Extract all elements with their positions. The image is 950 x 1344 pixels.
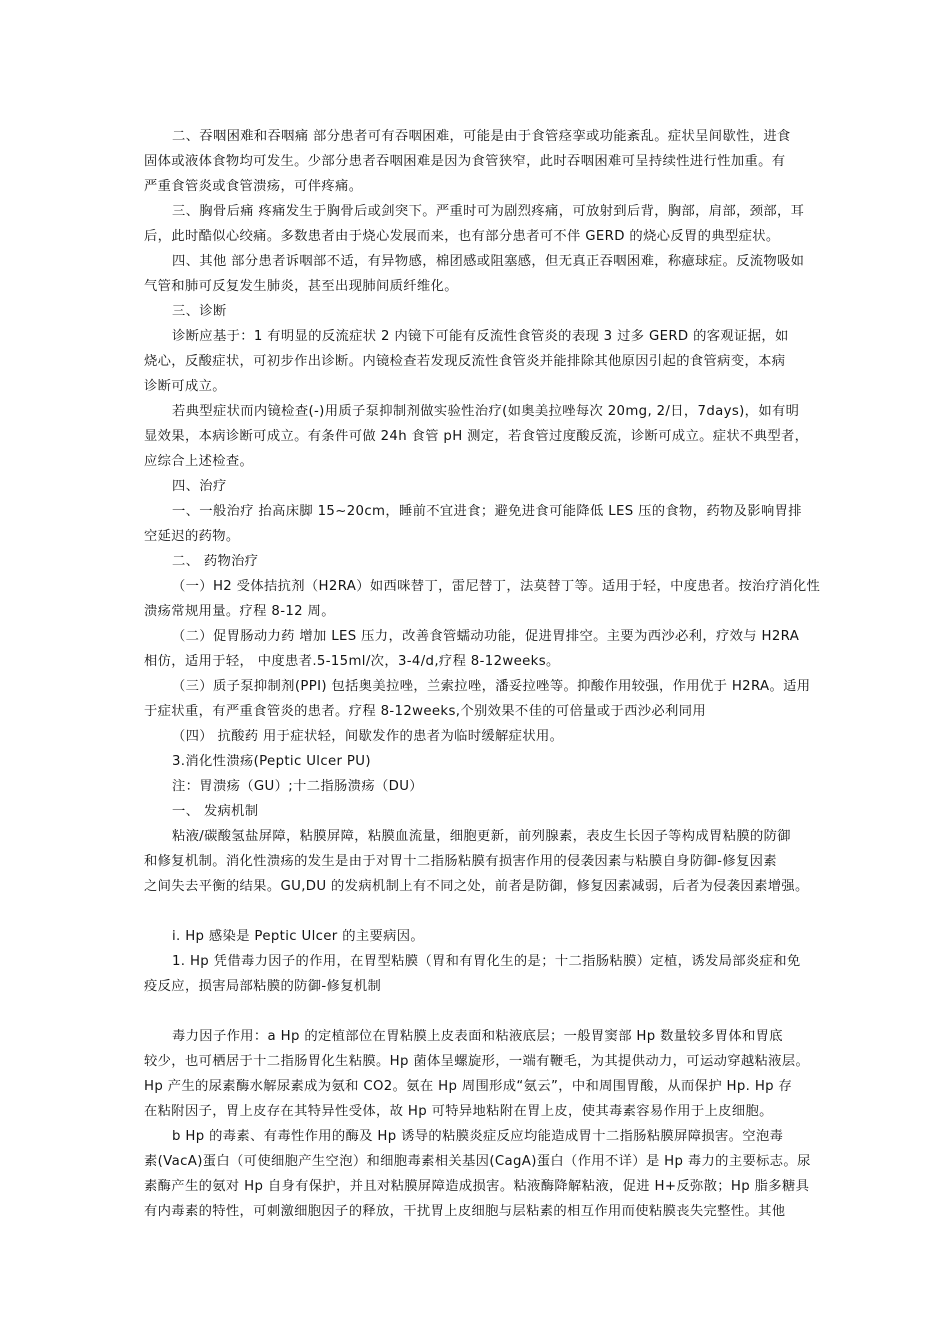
text-line: 于症状重，有严重食管炎的患者。疗程 8-12weeks,个别效果不佳的可倍量或于西沙必利同用 [144,704,706,719]
text-line: 素(VacA)蛋白（可使细胞产生空泡）和细胞毒素相关基因(CagA)蛋白（作用不详）是 Hp 毒力的主要标志。尿 [144,1154,811,1169]
text-line: 毒力因子作用：a Hp 的定植部位在胃粘膜上皮表面和粘液底层；一般胃窦部 Hp 数量较多胃体和胃底 [172,1029,783,1044]
text-line: 固体或液体食物均可发生。少部分患者吞咽困难是因为食管狭窄，此时吞咽困难可呈持续性进行性加重。有 [144,154,786,169]
text-line: 素酶产生的氨对 Hp 自身有保护，并且对粘膜屏障造成损害。粘液酶降解粘液，促进 H+反弥散；Hp 脂多糖具 [144,1179,810,1194]
text-line: （二）促胃肠动力药 增加 LES 压力，改善食管蠕动功能，促进胃排空。主要为西沙必利，疗效与 H2RA [172,629,800,644]
text-line: 二、吞咽困难和吞咽痛 部分患者可有吞咽困难，可能是由于食管痉挛或功能紊乱。症状呈间歇性，进食 [172,129,791,144]
text-line: 疫反应，损害局部粘膜的防御-修复机制 [144,979,382,994]
text-line: 三、胸骨后痛 疼痛发生于胸骨后或剑突下。严重时可为剧烈疼痛，可放射到后背，胸部，肩部，颈部，耳 [172,204,805,219]
text-line: 注：胃溃疡（GU）;十二指肠溃疡（DU） [172,779,423,794]
text-line: （四） 抗酸药 用于症状轻，间歇发作的患者为临时缓解症状用。 [172,729,564,744]
text-line: 显效果，本病诊断可成立。有条件可做 24h 食管 pH 测定，若食管过度酸反流，诊断可成立。症状不典型者， [144,429,809,444]
text-line: 气管和肺可反复发生肺炎，甚至出现肺间质纤维化。 [144,279,458,294]
text-line: 在粘附因子，胃上皮存在其特异性受体，故 Hp 可特异地粘附在胃上皮，使其毒素容易作用于上皮细胞。 [144,1104,773,1119]
text-line: 后，此时酷似心绞痛。多数患者由于烧心发展而来，也有部分患者可不伴 GERD 的烧心反胃的典型症状。 [144,229,780,244]
text-line: 和修复机制。消化性溃疡的发生是由于对胃十二指肠粘膜有损害作用的侵袭因素与粘膜自身防御-修复因素 [144,854,777,869]
section-heading: 四、治疗 [172,479,227,494]
text-line: （一）H2 受体拮抗剂（H2RA）如西咪替丁，雷尼替丁，法莫替丁等。适用于轻，中度患者。按治疗消化性 [172,579,821,594]
text-line: 若典型症状而内镜检查(-)用质子泵抑制剂做实验性治疗(如奥美拉唑每次 20mg, 2/日，7days)，如有明 [172,404,800,419]
text-line: 诊断应基于：1 有明显的反流症状 2 内镜下可能有反流性食管炎的表现 3 过多 GERD 的客观证据，如 [172,329,789,344]
section-heading: 二、 药物治疗 [172,554,259,569]
text-line: b Hp 的毒素、有毒性作用的酶及 Hp 诱导的粘膜炎症反应均能造成胃十二指肠粘膜屏障损害。空泡毒 [172,1129,784,1144]
text-line: 一、一般治疗 抬高床脚 15~20cm，睡前不宜进食；避免进食可能降低 LES 压的食物，药物及影响胃排 [172,504,802,519]
text-line: （三）质子泵抑制剂(PPI) 包括奥美拉唑，兰索拉唑，潘妥拉唑等。抑酸作用较强，作用优于 H2RA。适用 [172,679,811,694]
text-line: 应综合上述检查。 [144,454,254,469]
text-line: 溃疡常规用量。疗程 8-12 周。 [144,604,335,619]
section-heading: 一、 发病机制 [172,804,259,819]
text-line: 四、其他 部分患者诉咽部不适，有异物感，棉团感或阻塞感，但无真正吞咽困难，称癔球症。反流物吸如 [172,254,805,269]
text-line: 烧心，反酸症状，可初步作出诊断。内镜检查若发现反流性食管炎并能排除其他原因引起的食管病变，本病 [144,354,786,369]
text-line: 有内毒素的特性，可刺激细胞因子的释放，干扰胃上皮细胞与层粘素的相互作用而使粘膜丧失完整性。其他 [144,1204,786,1219]
text-line: 1. Hp 凭借毒力因子的作用，在胃型粘膜（胃和有胃化生的是；十二指肠粘膜）定植，诱发局部炎症和免 [172,954,801,969]
text-line: 粘液/碳酸氢盐屏障，粘膜屏障，粘膜血流量，细胞更新，前列腺素，表皮生长因子等构成胃粘膜的防御 [172,829,791,844]
text-line: 较少，也可栖居于十二指肠胃化生粘膜。Hp 菌体呈螺旋形，一端有鞭毛，为其提供动力，可运动穿越粘液层。 [144,1054,810,1069]
text-line: 严重食管炎或食管溃疡，可伴疼痛。 [144,179,363,194]
text-line: 相仿，适用于轻， 中度患者.5-15ml/次，3-4/d,疗程 8-12weeks。 [144,654,560,669]
text-line: 诊断可成立。 [144,379,226,394]
text-line: 空延迟的药物。 [144,529,240,544]
text-line: 之间失去平衡的结果。GU,DU 的发病机制上有不同之处，前者是防御，修复因素减弱，后者为侵袭因素增强。 [144,879,809,894]
section-heading: 三、诊断 [172,304,227,319]
section-heading: 3.消化性溃疡(Peptic Ulcer PU) [172,754,371,769]
text-line: i. Hp 感染是 Peptic Ulcer 的主要病因。 [172,929,425,944]
text-line: Hp 产生的尿素酶水解尿素成为氨和 CO2。氨在 Hp 周围形成“氨云”，中和周围胃酸，从而保护 Hp. Hp 存 [144,1079,793,1094]
